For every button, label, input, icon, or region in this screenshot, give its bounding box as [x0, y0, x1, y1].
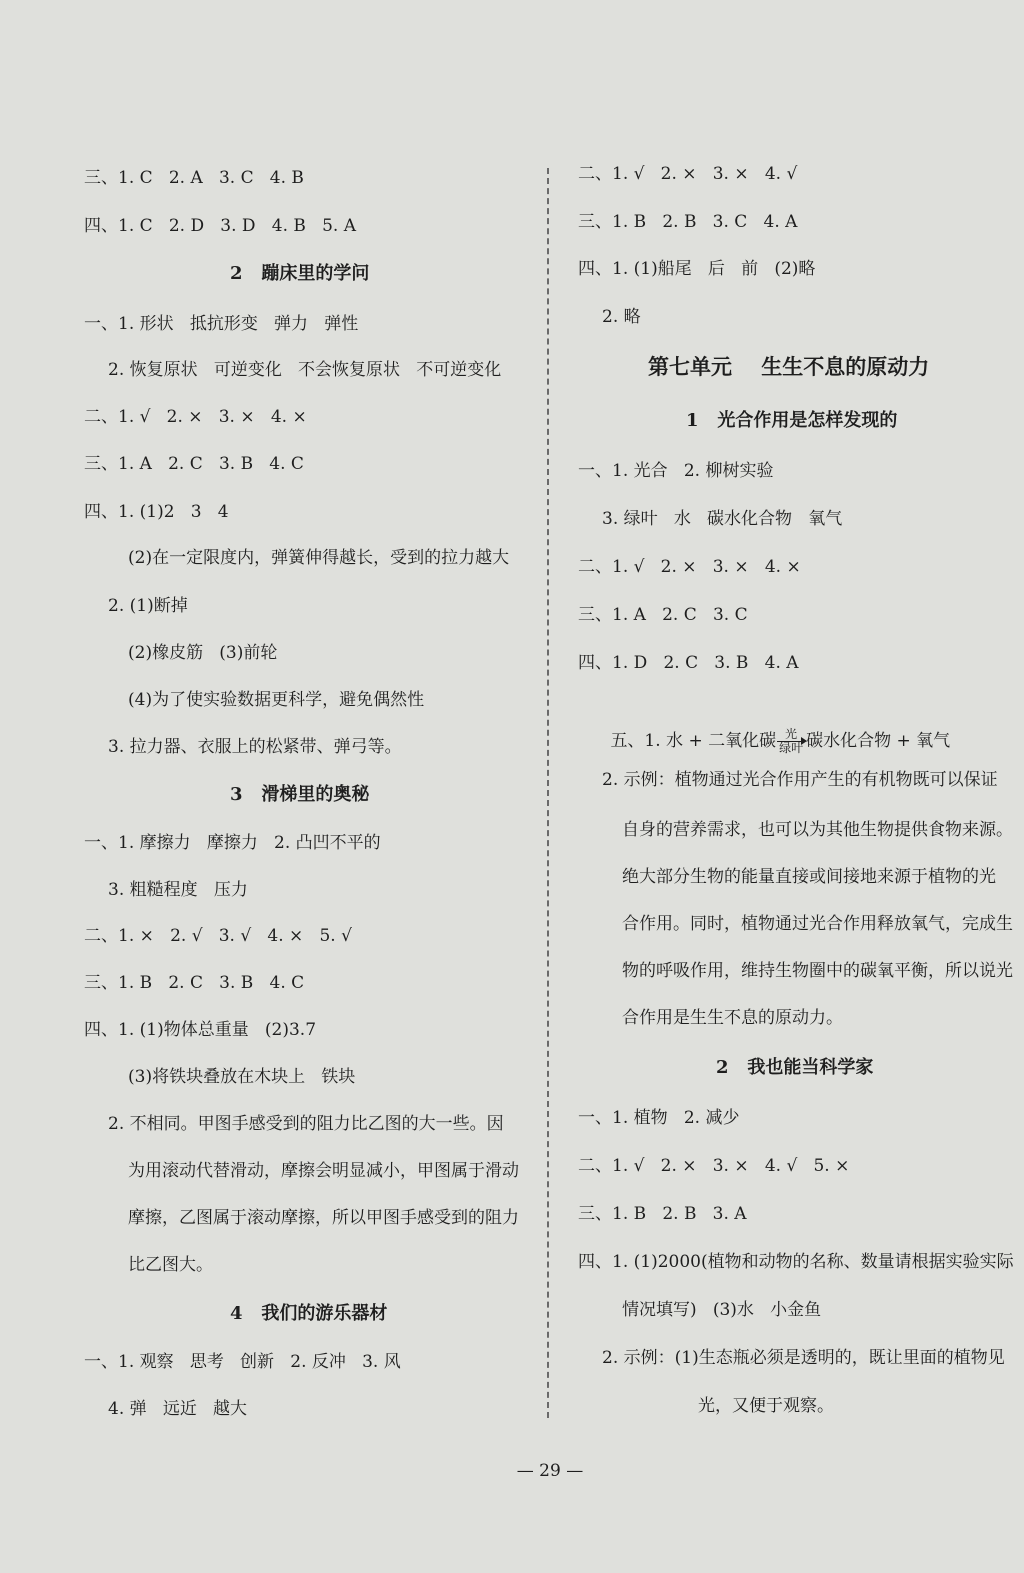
- answer-line: 2. 略: [602, 307, 641, 327]
- answer-line: 三、1. B 2. C 3. B 4. C: [84, 973, 305, 993]
- answer-line: (3)将铁块叠放在木块上 铁块: [128, 1067, 356, 1087]
- answer-line: 一、1. 形状 抵抗形变 弹力 弹性: [84, 314, 359, 334]
- column-divider: [547, 168, 549, 1418]
- answer-line: 一、1. 光合 2. 柳树实验: [578, 461, 774, 481]
- section-title: 4 我们的游乐器材: [230, 1303, 388, 1324]
- answer-line: 为用滚动代替滑动，摩擦会明显减小，甲图属于滑动: [128, 1161, 519, 1181]
- answer-line: (2)在一定限度内，弹簧伸得越长，受到的拉力越大: [128, 548, 510, 568]
- answer-line: 物的呼吸作用，维持生物圈中的碳氧平衡，所以说光: [622, 961, 1013, 981]
- answer-line: 合作用。同时，植物通过光合作用释放氧气，完成生: [622, 914, 1013, 934]
- section-title: 2 我也能当科学家: [716, 1057, 874, 1078]
- answer-line: 2. 不相同。甲图手感受到的阻力比乙图的大一些。因: [108, 1114, 504, 1134]
- answer-line: 比乙图大。: [128, 1255, 213, 1275]
- section-title: 2 蹦床里的学问: [230, 263, 370, 284]
- answer-line: 光，又便于观察。: [698, 1396, 834, 1416]
- answer-line: 二、1. √ 2. × 3. × 4. √: [578, 164, 798, 184]
- answer-line: 四、1. (1)2000(植物和动物的名称、数量请根据实验实际: [578, 1252, 1014, 1272]
- answer-line: 三、1. B 2. B 3. C 4. A: [578, 212, 798, 232]
- answer-line: 四、1. (1)船尾 后 前 (2)略: [578, 259, 816, 279]
- answer-line: 二、1. √ 2. × 3. × 4. ×: [578, 557, 801, 577]
- answer-line: 四、1. (1)2 3 4: [84, 502, 229, 522]
- answer-line: (2)橡皮筋 (3)前轮: [128, 643, 278, 663]
- answer-line: 二、1. √ 2. × 3. × 4. √ 5. ×: [578, 1156, 850, 1176]
- answer-line: 自身的营养需求，也可以为其他生物提供食物来源。: [622, 820, 1013, 840]
- answer-line: 摩擦，乙图属于滚动摩擦，所以甲图手感受到的阻力: [128, 1208, 519, 1228]
- equation-line: [578, 706, 950, 777]
- answer-line: 2. 恢复原状 可逆变化 不会恢复原状 不可逆变化: [108, 360, 502, 380]
- answer-line: 二、1. √ 2. × 3. × 4. ×: [84, 407, 307, 427]
- answer-line: 2. 示例：(1)生态瓶必须是透明的，既让里面的植物见: [602, 1348, 1005, 1368]
- equation-reactants: 五、1. 水 + 二氧化碳: [610, 731, 777, 751]
- answer-line: 2. (1)断掉: [108, 596, 188, 616]
- answer-line: 三、1. A 2. C 3. B 4. C: [84, 454, 304, 474]
- answer-line: 二、1. × 2. √ 3. √ 4. × 5. √: [84, 926, 352, 946]
- equation-products: 碳水化合物 + 氧气: [806, 731, 951, 751]
- section-title: 1 光合作用是怎样发现的: [686, 410, 898, 431]
- answer-line: 4. 弹 远近 越大: [108, 1399, 248, 1419]
- answer-line: (4)为了使实验数据更科学，避免偶然性: [128, 690, 425, 710]
- answer-line: 四、1. D 2. C 3. B 4. A: [578, 653, 799, 673]
- answer-line: 3. 粗糙程度 压力: [108, 880, 248, 900]
- answer-line: 合作用是生生不息的原动力。: [622, 1008, 843, 1028]
- answer-line: 一、1. 观察 思考 创新 2. 反冲 3. 风: [84, 1352, 401, 1372]
- section-title: 3 滑梯里的奥秘: [230, 784, 370, 805]
- answer-line: 四、1. C 2. D 3. D 4. B 5. A: [84, 216, 356, 236]
- condition-leaf: 绿叶: [779, 741, 804, 755]
- unit-title: 第七单元 生生不息的原动力: [648, 354, 930, 379]
- answer-line: 一、1. 摩擦力 摩擦力 2. 凸凹不平的: [84, 833, 381, 853]
- condition-light: 光: [785, 727, 798, 741]
- reaction-arrow: [777, 728, 805, 755]
- arrow-icon: [777, 741, 805, 742]
- answer-line: 三、1. C 2. A 3. C 4. B: [84, 168, 304, 188]
- answer-line: 三、1. B 2. B 3. A: [578, 1204, 747, 1224]
- answer-line: 情况填写) (3)水 小金鱼: [622, 1300, 822, 1320]
- page-number: — 29 —: [516, 1461, 584, 1481]
- answer-line: 3. 绿叶 水 碳水化合物 氧气: [602, 509, 843, 529]
- answer-line: 绝大部分生物的能量直接或间接地来源于植物的光: [622, 867, 996, 887]
- answer-line: 一、1. 植物 2. 减少: [578, 1108, 740, 1128]
- answer-line: 3. 拉力器、衣服上的松紧带、弹弓等。: [108, 737, 402, 757]
- answer-line: 四、1. (1)物体总重量 (2)3.7: [84, 1020, 317, 1040]
- answer-line: 2. 示例：植物通过光合作用产生的有机物既可以保证: [602, 770, 998, 790]
- answer-line: 三、1. A 2. C 3. C: [578, 605, 748, 625]
